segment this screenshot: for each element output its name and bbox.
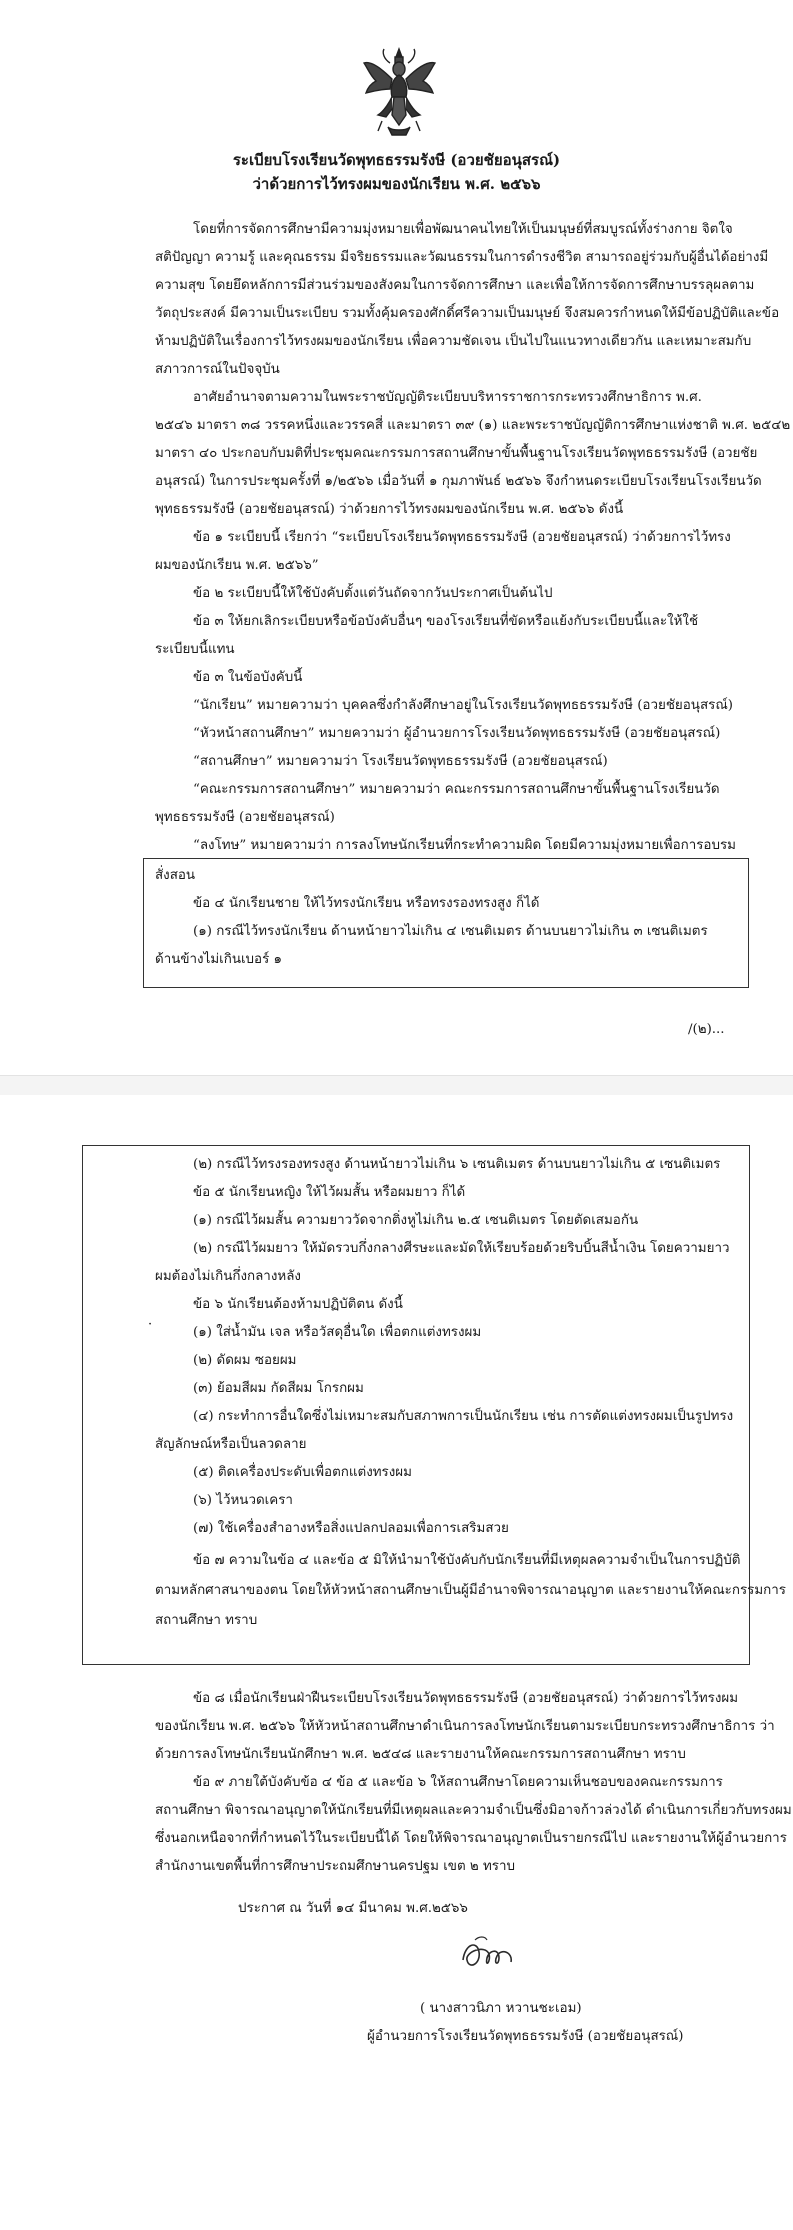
clause-7-cont: สถานศึกษา ทราบ xyxy=(155,1613,258,1628)
preamble-line: สภาวการณ์ในปัจจุบัน xyxy=(155,362,280,377)
preamble-line: ความสุข โดยยึดหลักการมีส่วนร่วมของสังคมในการจัดการศึกษา และเพื่อให้การจัดการศึกษาบรรลุผลตาม xyxy=(155,278,755,293)
clause-8-cont: ของนักเรียน พ.ศ. ๒๕๖๖ ให้หัวหน้าสถานศึกษาดำเนินการลงโทษนักเรียนตามระเบียบกระทรวงศึกษาธิการ ว่า xyxy=(155,1719,775,1734)
clause-6-item-4-cont: สัญลักษณ์หรือเป็นลวดลาย xyxy=(155,1437,307,1452)
clause-6-item-5: (๕) ติดเครื่องประดับเพื่อตกแต่งทรงผม xyxy=(193,1465,412,1480)
clause-4-item-1: (๑) กรณีไว้ทรงนักเรียน ด้านหน้ายาวไม่เกิน ๔ เซนติเมตร ด้านบนยาวไม่เกิน ๓ เซนติเมตร xyxy=(193,924,708,939)
clause-2: ข้อ ๒ ระเบียบนี้ให้ใช้บังคับตั้งแต่วันถัดจากวันประกาศเป็นต้นไป xyxy=(193,586,553,601)
preamble-line: โดยที่การจัดการศึกษามีความมุ่งหมายเพื่อพัฒนาคนไทยให้เป็นมนุษย์ที่สมบูรณ์ทั้งร่างกาย จิตใจ xyxy=(193,222,733,237)
authority-line: พุทธธรรมรังษี (อวยชัยอนุสรณ์) ว่าด้วยการไว้ทรงผมของนักเรียน พ.ศ. ๒๕๖๖ ดังนี้ xyxy=(155,502,624,517)
clause-9-cont: สถานศึกษา พิจารณาอนุญาตให้นักเรียนที่มีเหตุผลและความจำเป็นซึ่งมิอาจก้าวล่วงได้ ดำเนินการเกี่ยวกับทรงผม xyxy=(155,1803,792,1818)
clause-9-cont: สำนักงานเขตพื้นที่การศึกษาประถมศึกษานครปฐม เขต ๒ ทราบ xyxy=(155,1859,516,1874)
authority-line: อนุสรณ์) ในการประชุมครั้งที่ ๑/๒๕๖๖ เมื่อวันที่ ๑ กุมภาพันธ์ ๒๕๖๖ จึงกำหนดระเบียบโรงเรียนโรงเรียนวัด xyxy=(155,474,762,489)
clause-4: ข้อ ๔ นักเรียนชาย ให้ไว้ทรงนักเรียน หรือทรงรองทรงสูง ก็ได้ xyxy=(193,896,540,911)
clause-6-item-7: (๗) ใช้เครื่องสำอางหรือสิ่งแปลกปลอมเพื่อการเสริมสวย xyxy=(193,1521,509,1536)
preamble-line: วัตถุประสงค์ มีความเป็นระเบียบ รวมทั้งคุ้มครองศักดิ์ศรีความเป็นมนุษย์ จึงสมควรกำหนดให้มีข้อปฏิบัติและข้อ xyxy=(155,306,780,321)
clause-5: ข้อ ๕ นักเรียนหญิง ให้ไว้ผมสั้น หรือผมยาว ก็ได้ xyxy=(193,1185,466,1200)
clause-6-item-4: (๔) กระทำการอื่นใดซึ่งไม่เหมาะสมกับสภาพการเป็นนักเรียน เช่น การตัดแต่งทรงผมเป็นรูปทรง xyxy=(193,1409,734,1424)
clause-6-item-2: (๒) ดัดผม ซอยผม xyxy=(193,1353,297,1368)
definition-school: “สถานศึกษา” หมายความว่า โรงเรียนวัดพุทธธรรมรังษี (อวยชัยอนุสรณ์) xyxy=(193,754,608,769)
clause-3: ข้อ ๓ ให้ยกเลิกระเบียบหรือข้อบังคับอื่นๆ ของโรงเรียนที่ขัดหรือแย้งกับระเบียบนี้และให้ใช้ xyxy=(193,614,699,629)
document-page-1 xyxy=(0,0,793,1075)
clause-3-cont: ระเบียบนี้แทน xyxy=(155,642,235,657)
document-title: ระเบียบโรงเรียนวัดพุทธธรรมรังษี (อวยชัยอนุสรณ์) xyxy=(232,151,561,169)
definition-punish-cont: สั่งสอน xyxy=(155,868,196,883)
preamble-line: สติปัญญา ความรู้ และคุณธรรม มีจริยธรรมและวัฒนธรรมในการดำรงชีวิต สามารถอยู่ร่วมกับผู้อื่นได้อย่างมี xyxy=(155,250,769,265)
clause-8-cont: ด้วยการลงโทษนักเรียนนักศึกษา พ.ศ. ๒๕๔๘ และรายงานให้คณะกรรมการสถานศึกษา ทราบ xyxy=(155,1747,686,1762)
page-number: /(๒)... xyxy=(688,1022,725,1037)
clause-8: ข้อ ๘ เมื่อนักเรียนฝ่าฝืนระเบียบโรงเรียนวัดพุทธธรรมรังษี (อวยชัยอนุสรณ์) ว่าด้วยการไว้ทรงผม xyxy=(193,1691,739,1706)
clause-1: ข้อ ๑ ระเบียบนี้ เรียกว่า “ระเบียบโรงเรียนวัดพุทธธรรมรังษี (อวยชัยอนุสรณ์) ว่าด้วยการไว้ทรง xyxy=(193,530,731,545)
clause-9: ข้อ ๙ ภายใต้บังคับข้อ ๔ ข้อ ๕ และข้อ ๖ ให้สถานศึกษาโดยความเห็นชอบของคณะกรรมการ xyxy=(193,1775,723,1790)
clause-definitions: ข้อ ๓ ในข้อบังคับนี้ xyxy=(193,670,303,685)
announcement-date: ประกาศ ณ วันที่ ๑๔ มีนาคม พ.ศ.๒๕๖๖ xyxy=(238,1901,468,1916)
authority-line: ๒๕๔๖ มาตรา ๓๘ วรรคหนึ่งและวรรคสี่ และมาตรา ๓๙ (๑) และพระราชบัญญัติการศึกษาแห่งชาติ พ.ศ. ๒๕๔๒ xyxy=(155,418,791,433)
page-gap xyxy=(0,1075,793,1097)
definition-punish: “ลงโทษ” หมายความว่า การลงโทษนักเรียนที่กระทำความผิด โดยมีความมุ่งหมายเพื่อการอบรม xyxy=(193,838,736,853)
definition-committee: “คณะกรรมการสถานศึกษา” หมายความว่า คณะกรรมการสถานศึกษาขั้นพื้นฐานโรงเรียนวัด xyxy=(193,782,720,797)
signatory-name: ( นางสาวนิภา หวานชะเอม) xyxy=(420,2001,582,2016)
garuda-emblem-icon xyxy=(362,45,437,137)
clause-6-item-3: (๓) ย้อมสีผม กัดสีผม โกรกผม xyxy=(193,1381,364,1396)
definition-student: “นักเรียน” หมายความว่า บุคคลซึ่งกำลังศึกษาอยู่ในโรงเรียนวัดพุทธธรรมรังษี (อวยชัยอนุสรณ์) xyxy=(193,698,733,713)
clause-5-item-2-cont: ผมต้องไม่เกินกึ่งกลางหลัง xyxy=(155,1269,301,1284)
clause-1-cont: ผมของนักเรียน พ.ศ. ๒๕๖๖” xyxy=(155,558,319,573)
clause-5-item-2: (๒) กรณีไว้ผมยาว ให้มัดรวบกึ่งกลางศีรษะและมัดให้เรียบร้อยด้วยริบบิ้นสีน้ำเงิน โดยความยาว xyxy=(193,1241,730,1256)
clause-4-item-1-cont: ด้านข้างไม่เกินเบอร์ ๑ xyxy=(155,952,283,967)
clause-6-item-1: (๑) ใส่น้ำมัน เจล หรือวัสดุอื่นใด เพื่อตกแต่งทรงผม xyxy=(193,1325,482,1340)
clause-7-cont: ตามหลักศาสนาของตน โดยให้หัวหน้าสถานศึกษาเป็นผู้มีอำนาจพิจารณาอนุญาต และรายงานให้คณะกรรมการ xyxy=(155,1583,787,1598)
authority-line: อาศัยอำนาจตามความในพระราชบัญญัติระเบียบบริหารราชการกระทรวงศึกษาธิการ พ.ศ. xyxy=(193,390,702,405)
clause-9-cont: ซึ่งนอกเหนือจากที่กำหนดไว้ในระเบียบนี้ได้ โดยให้พิจารณาอนุญาตเป็นรายกรณีไป และรายงานให้ผู้อำนวยการ xyxy=(155,1831,787,1846)
document-subtitle: ว่าด้วยการไว้ทรงผมของนักเรียน พ.ศ. ๒๕๖๖ xyxy=(252,175,541,193)
preamble-line: ห้ามปฏิบัติในเรื่องการไว้ทรงผมของนักเรียน เพื่อความชัดเจน เป็นไปในแนวทางเดียวกัน และเหมาะสมกับ xyxy=(155,334,752,349)
authority-line: มาตรา ๔๐ ประกอบกับมติที่ประชุมคณะกรรมการสถานศึกษาขั้นพื้นฐานโรงเรียนวัดพุทธธรรมรังษี (อวยชัย xyxy=(155,446,758,461)
clause-7: ข้อ ๗ ความในข้อ ๔ และข้อ ๕ มิให้นำมาใช้บังคับกับนักเรียนที่มีเหตุผลความจำเป็นในการปฏิบัติ xyxy=(193,1553,741,1568)
clause-5-item-1: (๑) กรณีไว้ผมสั้น ความยาววัดจากติ่งหูไม่เกิน ๒.๕ เซนติเมตร โดยตัดเสมอกัน xyxy=(193,1213,639,1228)
definition-head: “หัวหน้าสถานศึกษา” หมายความว่า ผู้อำนวยการโรงเรียนวัดพุทธธรรมรังษี (อวยชัยอนุสรณ์) xyxy=(193,726,721,741)
clause-6-item-6: (๖) ไว้หนวดเครา xyxy=(193,1493,293,1508)
clause-4-item-2: (๒) กรณีไว้ทรงรองทรงสูง ด้านหน้ายาวไม่เกิน ๖ เซนติเมตร ด้านบนยาวไม่เกิน ๕ เซนติเมตร xyxy=(193,1157,721,1172)
signatory-position: ผู้อำนวยการโรงเรียนวัดพุทธธรรมรังษี (อวยชัยอนุสรณ์) xyxy=(367,2029,684,2044)
definition-committee-cont: พุทธธรรมรังษี (อวยชัยอนุสรณ์) xyxy=(155,810,335,825)
margin-mark: · xyxy=(148,1317,153,1332)
document-page-2 xyxy=(0,1095,793,2230)
handwritten-signature xyxy=(455,1930,525,1978)
clause-6: ข้อ ๖ นักเรียนต้องห้ามปฏิบัติตน ดังนี้ xyxy=(193,1297,403,1312)
